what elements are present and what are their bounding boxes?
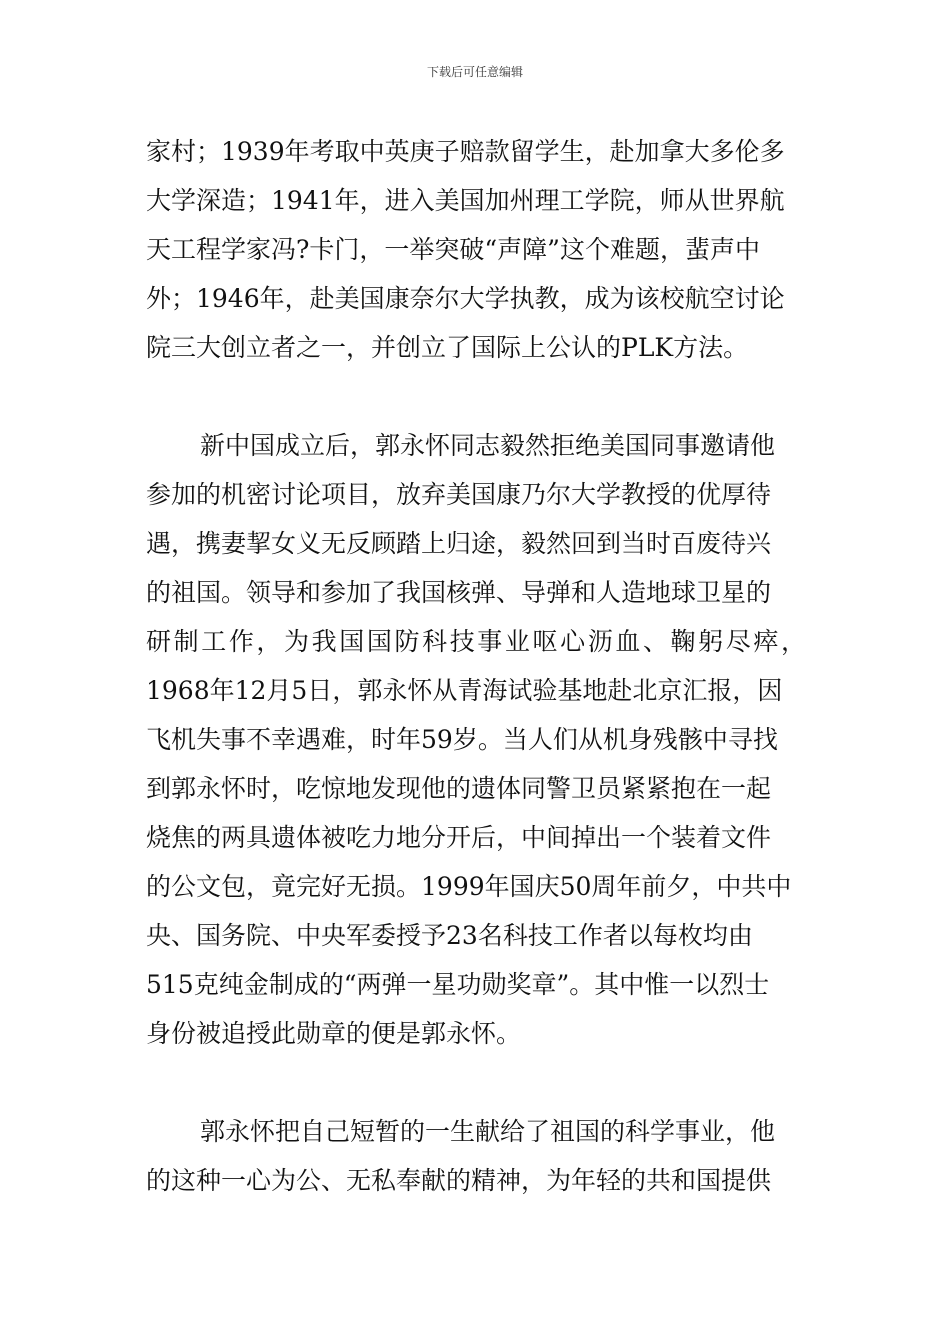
paragraph-gap xyxy=(146,372,806,421)
text-line: 新中国成立后，郭永怀同志毅然拒绝美国同事邀请他 xyxy=(200,431,776,460)
text-line: 的祖国。领导和参加了我国核弹、导弹和人造地球卫星的 xyxy=(146,578,772,607)
text-line: 1968年12月5日，郭永怀从青海试验基地赴北京汇报，因 xyxy=(146,676,783,705)
text-line: 身份被追授此勋章的便是郭永怀。 xyxy=(146,1019,522,1048)
text-line: 烧焦的两具遗体被吃力地分开后，中间掉出一个装着文件 xyxy=(146,823,772,852)
text-line: 院三大创立者之一，并创立了国际上公认的PLK方法。 xyxy=(146,333,749,362)
text-line: 参加的机密讨论项目，放弃美国康乃尔大学教授的优厚待 xyxy=(146,480,772,509)
text-line: 大学深造；1941年，进入美国加州理工学院，师从世界航 xyxy=(146,186,785,215)
text-line: 央、国务院、中央军委授予23名科技工作者以每枚均由 xyxy=(146,921,753,950)
text-line: 天工程学家冯?卡门，一举突破“声障”这个难题，蜚声中 xyxy=(146,235,760,264)
text-line: 的这种一心为公、无私奉献的精神，为年轻的共和国提供 xyxy=(146,1166,772,1195)
text-line: 外；1946年，赴美国康奈尔大学执教，成为该校航空讨论 xyxy=(146,284,785,313)
text-line: 飞机失事不幸遇难，时年59岁。当人们从机身残骸中寻找 xyxy=(146,725,778,754)
paragraph-3 xyxy=(146,1107,806,1205)
paragraph-2 xyxy=(146,421,806,1058)
text-line: 郭永怀把自己短暂的一生献给了祖国的科学事业，他 xyxy=(200,1117,776,1146)
paragraph-gap xyxy=(146,1058,806,1107)
text-line: 遇，携妻挈女义无反顾踏上归途，毅然回到当时百废待兴 xyxy=(146,529,772,558)
paragraph-1 xyxy=(146,127,806,372)
text-line: 515克纯金制成的“两弹一星功勋奖章”。其中惟一以烈士 xyxy=(146,970,770,999)
text-line: 研制工作，为我国国防科技事业呕心沥血、鞠躬尽瘁， xyxy=(146,627,806,656)
text-line: 到郭永怀时，吃惊地发现他的遗体同警卫员紧紧抱在一起 xyxy=(146,774,772,803)
text-line: 的公文包，竟完好无损。1999年国庆50周年前夕，中共中 xyxy=(146,872,792,901)
document-body xyxy=(146,127,806,1205)
page-header: 下载后可任意编辑 xyxy=(426,65,523,79)
text-line: 家村；1939年考取中英庚子赔款留学生，赴加拿大多伦多 xyxy=(146,137,785,166)
